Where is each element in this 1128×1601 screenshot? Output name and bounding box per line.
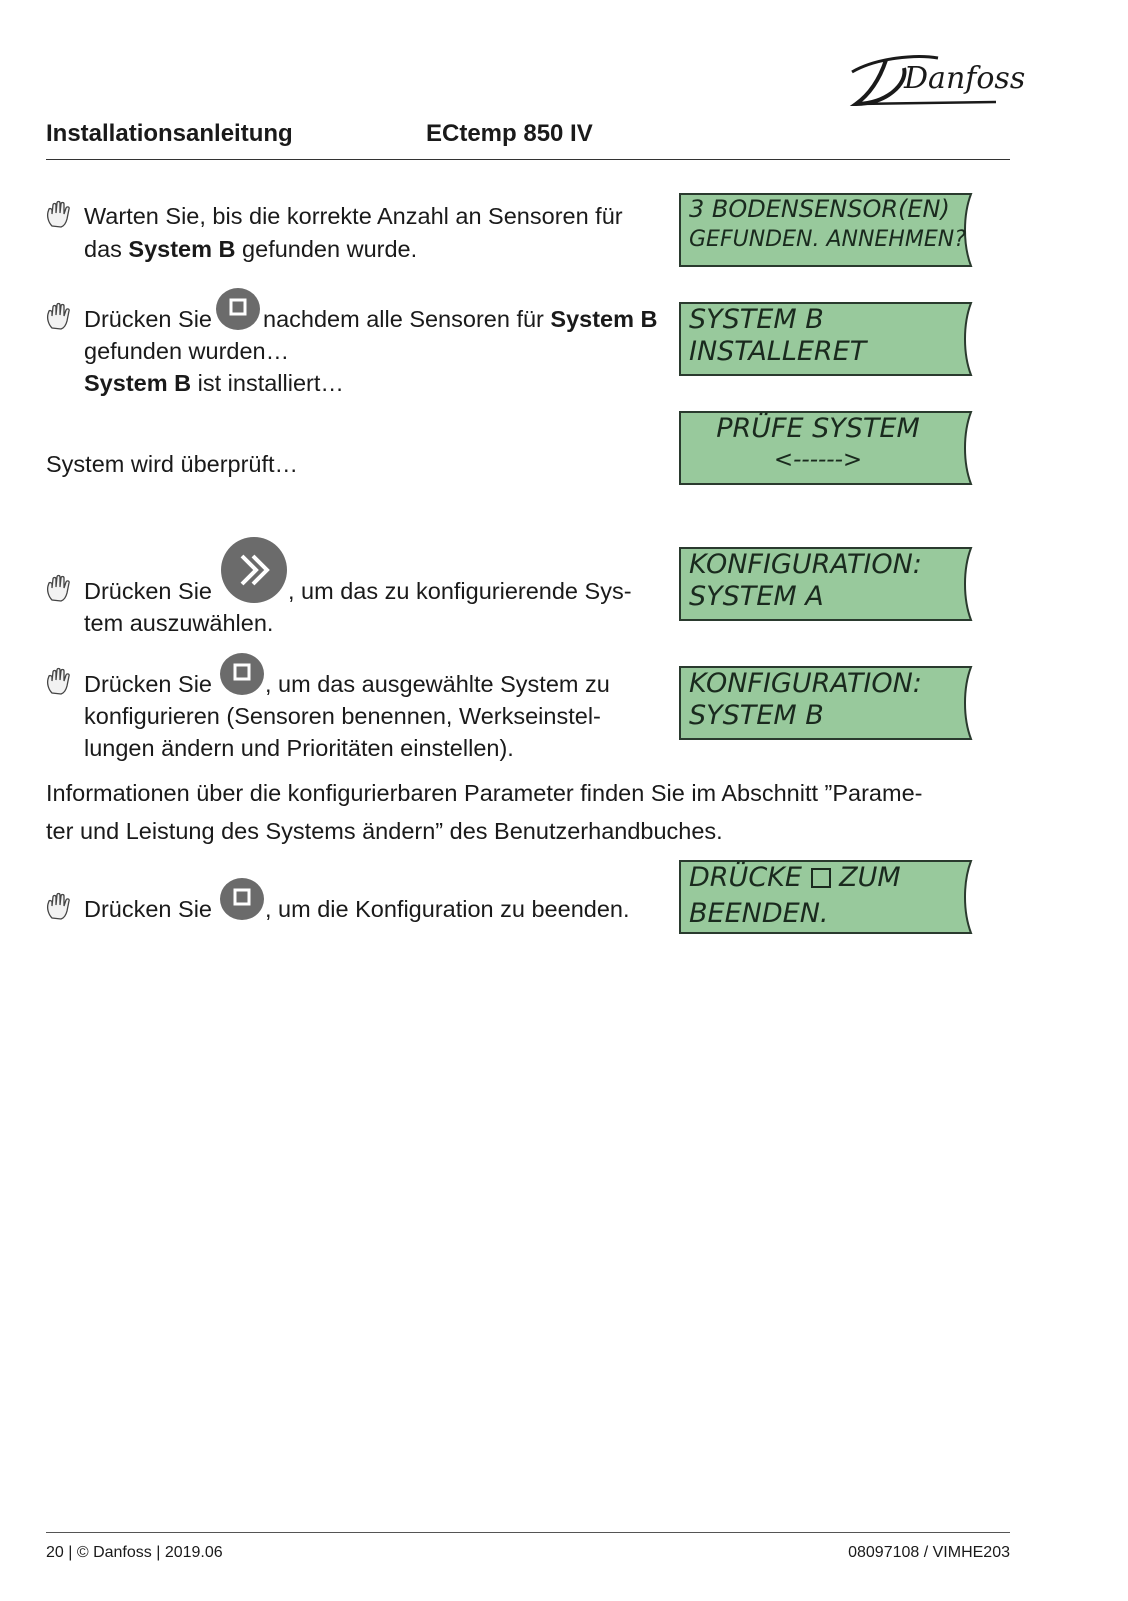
step-4-line-2: tem auszuwählen. bbox=[84, 610, 274, 636]
step-6-post: , um die Konfiguration zu beenden. bbox=[265, 896, 630, 922]
header-divider bbox=[46, 159, 1010, 160]
step-5-pre: Drücken Sie bbox=[84, 671, 212, 697]
lcd-progress-indicator: <------> bbox=[773, 447, 863, 473]
info-line-2: ter und Leistung des Systems ändern” des Benutzerhandbuches. bbox=[46, 818, 723, 844]
step-5-line-3: lungen ändern und Prioritäten einstellen). bbox=[84, 735, 514, 761]
lcd-line-2: INSTALLERET bbox=[689, 336, 867, 367]
system-check-text: System wird überprüft… bbox=[46, 451, 299, 477]
info-paragraph bbox=[46, 774, 922, 850]
lcd-line-2: BEENDEN. bbox=[689, 898, 829, 929]
ok-button-icon bbox=[219, 877, 265, 921]
ok-button-icon bbox=[219, 652, 265, 696]
footer-doc-code: 08097108 / VIMHE203 bbox=[848, 1544, 1010, 1561]
step-2-pre: Drücken Sie bbox=[84, 306, 212, 332]
step-4-post: , um das zu konfigurierende Sys- bbox=[288, 578, 632, 604]
document-title: Installationsanleitung bbox=[46, 120, 293, 147]
step-2-line-3: System B ist installiert… bbox=[84, 370, 344, 396]
square-icon bbox=[811, 868, 831, 888]
step-5-post: , um das ausgewählte System zu bbox=[265, 671, 610, 697]
step-6-pre: Drücken Sie bbox=[84, 896, 212, 922]
step-2-line-2: gefunden wurden… bbox=[84, 338, 290, 364]
danfoss-logo bbox=[846, 44, 1026, 114]
lcd-display-check-system bbox=[679, 411, 975, 485]
hand-pointer-icon bbox=[44, 302, 74, 332]
lcd-line-1: DRÜCKE ZUM bbox=[689, 862, 901, 893]
product-name: ECtemp 850 IV bbox=[426, 120, 593, 147]
step-1-line-2: das System B gefunden wurde. bbox=[84, 236, 418, 262]
info-line-1: Informationen über die konfigurierbaren Parameter finden Sie im Abschnitt ”Parame- bbox=[46, 780, 923, 806]
lcd-line-2: SYSTEM B bbox=[689, 700, 824, 731]
hand-pointer-icon bbox=[44, 200, 74, 230]
hand-pointer-icon bbox=[44, 892, 74, 922]
step-5-line-2: konfigurieren (Sensoren benennen, Werkseinstel- bbox=[84, 703, 601, 729]
lcd-line-1: KONFIGURATION: bbox=[689, 668, 922, 699]
lcd-line-2: SYSTEM A bbox=[689, 581, 824, 612]
step-4-pre: Drücken Sie bbox=[84, 578, 212, 604]
lcd-display-config-system-b bbox=[679, 666, 975, 740]
lcd-line-1: SYSTEM B bbox=[689, 304, 824, 335]
footer-page-info: 20 | © Danfoss | 2019.06 bbox=[46, 1544, 223, 1561]
lcd-display-config-system-a bbox=[679, 547, 975, 621]
step-1-line-1: Warten Sie, bis die korrekte Anzahl an Sensoren für bbox=[84, 203, 623, 229]
lcd-line-1: KONFIGURATION: bbox=[689, 549, 922, 580]
svg-text:Danfoss: Danfoss bbox=[904, 61, 1026, 96]
lcd-line-2: GEFUNDEN. ANNEHMEN? bbox=[689, 227, 966, 252]
footer-divider bbox=[46, 1532, 1010, 1533]
double-chevron-right-icon bbox=[220, 536, 288, 604]
lcd-line-1: PRÜFE SYSTEM bbox=[716, 413, 920, 444]
lcd-line-1: 3 BODENSENSOR(EN) bbox=[689, 195, 950, 223]
step-2-post: nachdem alle Sensoren für System B bbox=[263, 306, 658, 332]
lcd-display-sensors-found bbox=[679, 193, 975, 267]
ok-button-icon bbox=[215, 287, 261, 331]
hand-pointer-icon bbox=[44, 667, 74, 697]
hand-pointer-icon bbox=[44, 574, 74, 604]
lcd-display-press-to-finish bbox=[679, 860, 975, 934]
lcd-display-system-installed bbox=[679, 302, 975, 376]
